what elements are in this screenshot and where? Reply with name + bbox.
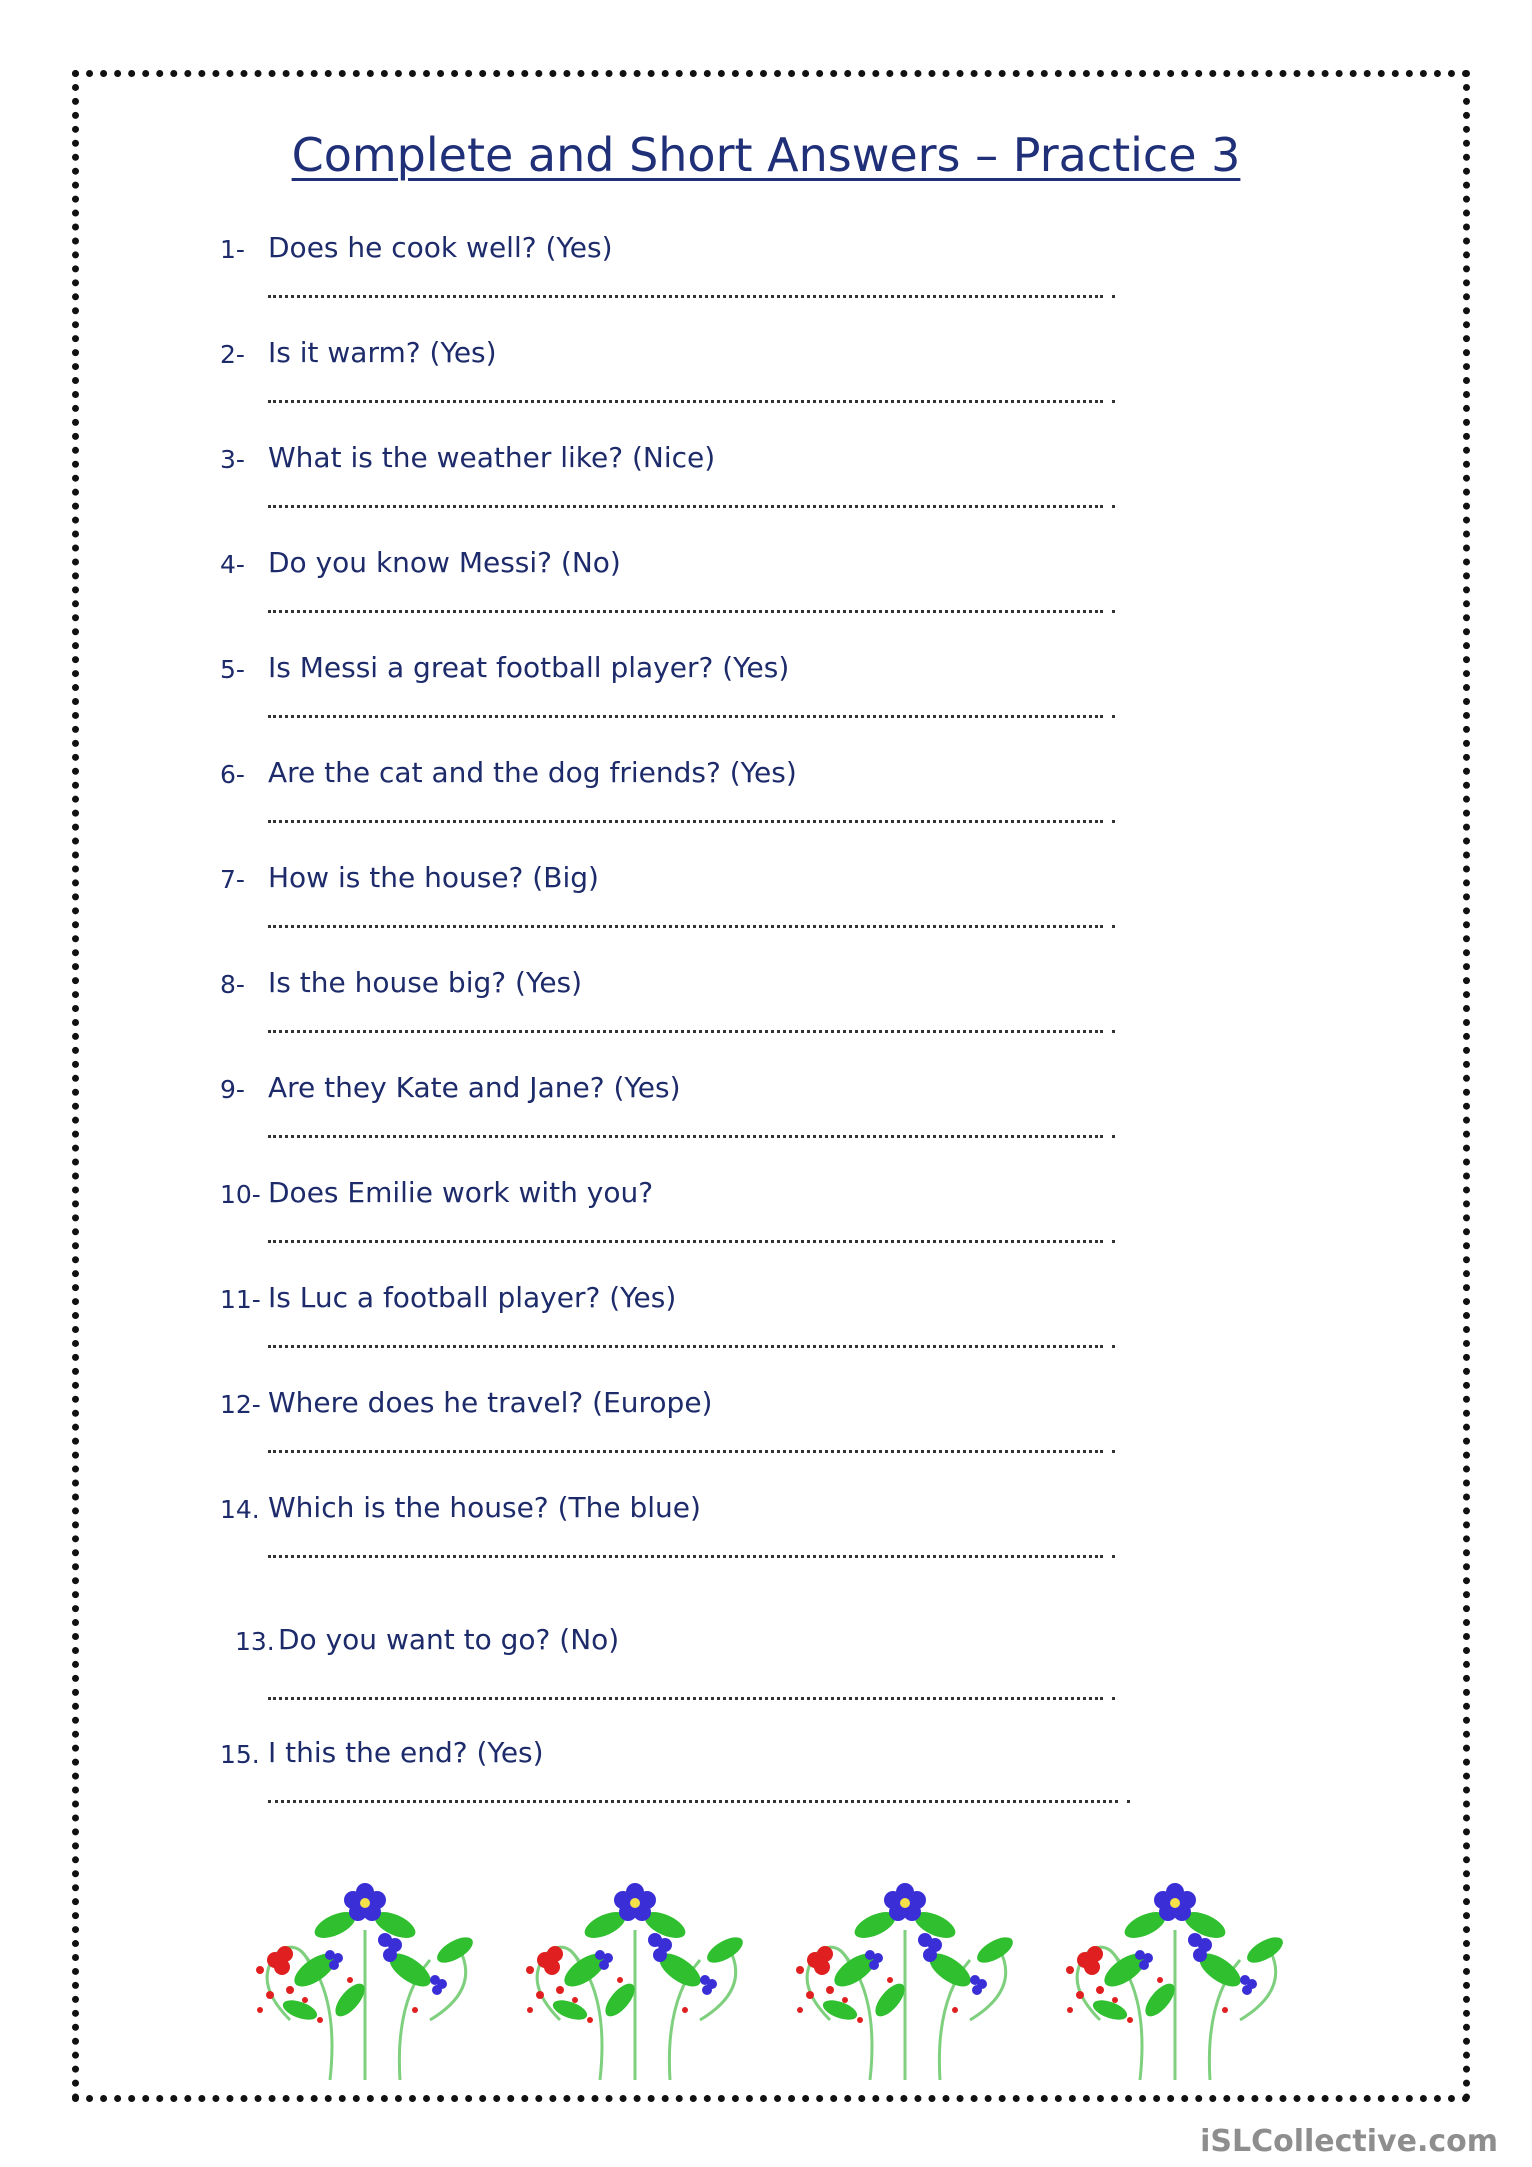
question-text: Do you want to go? (No) <box>278 1623 620 1656</box>
answer-line[interactable] <box>268 1030 1103 1033</box>
question-number: 8- <box>220 970 245 999</box>
question-text: Does Emilie work with you? <box>268 1176 654 1209</box>
answer-line[interactable] <box>268 400 1103 403</box>
question-number: 6- <box>220 760 245 789</box>
question-number: 11- <box>220 1285 261 1314</box>
question-number: 5- <box>220 655 245 684</box>
answer-line[interactable] <box>268 1555 1103 1558</box>
question-text: Is Messi a great football player? (Yes) <box>268 651 790 684</box>
question-text: Is the house big? (Yes) <box>268 966 583 999</box>
flower-decoration-row <box>230 1870 1310 2080</box>
answer-line[interactable] <box>268 715 1103 718</box>
question-text: I this the end? (Yes) <box>268 1736 544 1769</box>
question-text: What is the weather like? (Nice) <box>268 441 716 474</box>
question-4 <box>0 546 1532 640</box>
answer-line[interactable] <box>268 925 1103 928</box>
question-number: 1- <box>220 235 245 264</box>
question-1 <box>0 231 1532 325</box>
question-15 <box>0 1736 1532 1830</box>
worksheet-title: Complete and Short Answers – Practice 3 <box>291 128 1241 182</box>
question-number: 10- <box>220 1180 261 1209</box>
question-7 <box>0 861 1532 955</box>
question-14 <box>0 1491 1532 1585</box>
answer-line[interactable] <box>268 610 1103 613</box>
question-text: Are the cat and the dog friends? (Yes) <box>268 756 797 789</box>
question-number: 4- <box>220 550 245 579</box>
question-number: 12- <box>220 1390 261 1419</box>
question-3 <box>0 441 1532 535</box>
flower-bouquet-icon <box>1040 1870 1310 2080</box>
answer-line[interactable] <box>268 1450 1103 1453</box>
answer-line[interactable] <box>268 505 1103 508</box>
question-text: Where does he travel? (Europe) <box>268 1386 713 1419</box>
question-number: 2- <box>220 340 245 369</box>
question-2 <box>0 336 1532 430</box>
question-13 <box>0 1623 1532 1717</box>
answer-line[interactable] <box>268 1240 1103 1243</box>
question-number: 14. <box>220 1495 260 1524</box>
answer-line[interactable] <box>268 1345 1103 1348</box>
question-number: 3- <box>220 445 245 474</box>
flower-bouquet-icon <box>230 1870 500 2080</box>
question-10 <box>0 1176 1532 1270</box>
question-text: Is it warm? (Yes) <box>268 336 497 369</box>
question-9 <box>0 1071 1532 1165</box>
question-number: 9- <box>220 1075 245 1104</box>
flower-bouquet-icon <box>500 1870 770 2080</box>
question-5 <box>0 651 1532 745</box>
question-text: Does he cook well? (Yes) <box>268 231 613 264</box>
question-text: Are they Kate and Jane? (Yes) <box>268 1071 681 1104</box>
answer-line[interactable] <box>268 1697 1103 1700</box>
watermark-footer: iSLCollective.com <box>1200 2124 1498 2159</box>
answer-line[interactable] <box>268 1135 1103 1138</box>
answer-line[interactable] <box>268 1800 1118 1803</box>
flower-bouquet-icon <box>770 1870 1040 2080</box>
question-number: 15. <box>220 1740 260 1769</box>
question-number: 13. <box>235 1627 275 1656</box>
answer-line[interactable] <box>268 820 1103 823</box>
question-6 <box>0 756 1532 850</box>
question-12 <box>0 1386 1532 1480</box>
question-number: 7- <box>220 865 245 894</box>
question-text: How is the house? (Big) <box>268 861 599 894</box>
question-text: Which is the house? (The blue) <box>268 1491 701 1524</box>
question-8 <box>0 966 1532 1060</box>
question-text: Do you know Messi? (No) <box>268 546 621 579</box>
question-text: Is Luc a football player? (Yes) <box>268 1281 677 1314</box>
answer-line[interactable] <box>268 295 1103 298</box>
question-11 <box>0 1281 1532 1375</box>
